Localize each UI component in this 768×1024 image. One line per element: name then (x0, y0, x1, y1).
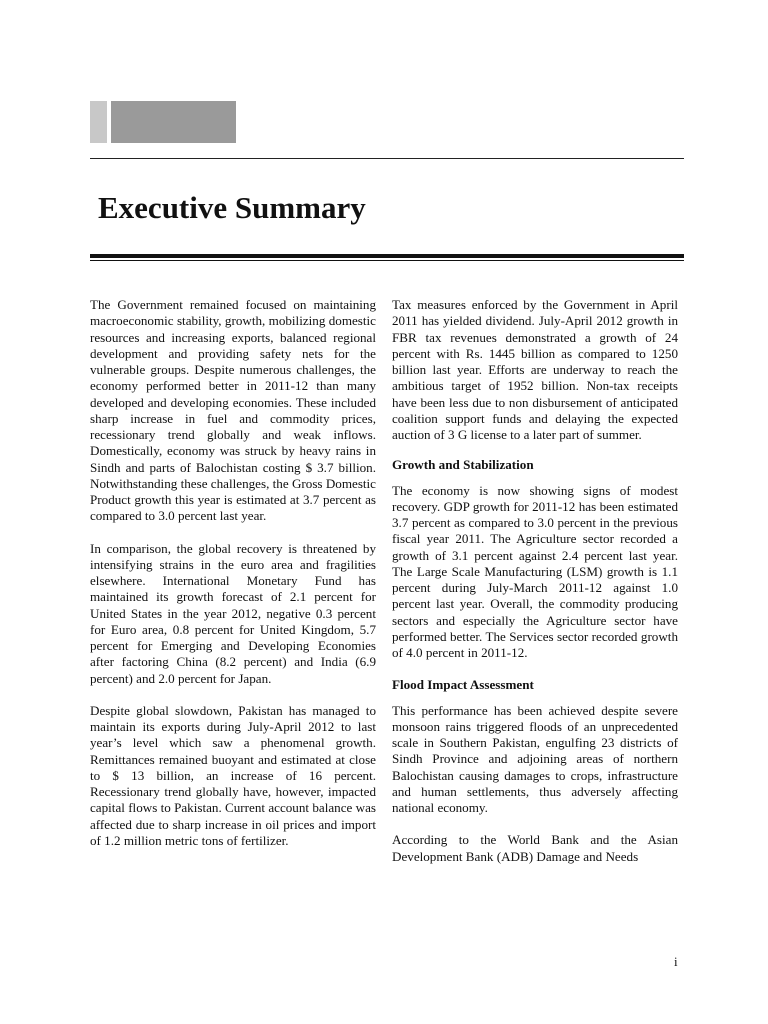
page-title: Executive Summary (98, 190, 366, 225)
header-accent-block-light (90, 101, 107, 143)
right-column (392, 297, 678, 881)
paragraph-flood: This performance has been achieved despite severe monsoon rains triggered floods of an unprecedented scale in Southern Pakistan, engulfing 23 districts of Sindh Province and adjoining areas of northern Balochistan causing damages to crops, infrastructure and human settlements, thus adversely affecting national economy. (392, 702, 678, 815)
page-number: i (674, 954, 678, 969)
paragraph-tax-measures: Tax measures enforced by the Government in April 2011 has yielded dividend. July-April 2012 growth in FBR tax revenues demonstrated a growth of 24 percent with Rs. 1445 billion as compared to 1250 billion last year. Efforts are underway to reach the ambitious target of 1952 billion. Non-tax receipts have been less due to non disbursement of anticipated coalition support funds and delaying the expected auction of 3 G license to a later part of summer. (392, 297, 678, 442)
paragraph-world-bank: According to the World Bank and the Asian Development Bank (ADB) Damage and Needs (392, 832, 678, 864)
title-underline-thin (90, 260, 684, 261)
title-underline-thick (90, 254, 684, 258)
header-accent-block-dark (111, 101, 236, 143)
heading-flood-impact: Flood Impact Assessment (392, 677, 534, 693)
paragraph-global-recovery: In comparison, the global recovery is threatened by intensifying strains in the euro area and fragilities elsewhere. International Monetary Fund has maintained its growth forecast of 2.1 percent for United States in the year 2012, negative 0.3 percent for Euro area, 0.8 percent for United Kingdom, 5.7 percent for Emerging and Developing Economies after factoring China (8.2 percent) and India (6.9 percent) and 2.0 percent for Japan. (90, 540, 376, 686)
paragraph-exports-remittances: Despite global slowdown, Pakistan has managed to maintain its exports during July-April 2012 to last year’s level which saw a phenomenal growth. Remittances remained buoyant and estimated at close to $ 13 billion, an increase of 16 percent. Recessionary trend globally have, however, impacted capital flows to Pakistan. Current account balance was affected due to sharp increase in oil prices and import of 1.2 million metric tons of fertilizer. (90, 702, 376, 848)
header-divider (90, 158, 684, 159)
heading-growth-stabilization: Growth and Stabilization (392, 457, 534, 473)
left-column (90, 297, 376, 865)
paragraph-government-focus: The Government remained focused on maintaining macroeconomic stability, growth, mobilizing domestic resources and increasing exports, balanced regional development and providing safety nets for the vulnerable groups. Despite numerous challenges, the economy performed better in 2011-12 than many developed and developing economies. These included sharp increase in fuel and commodity prices, recessionary trend globally and weak inflows. Domestically, economy was struck by heavy rains in Sindh and parts of Balochistan costing $ 3.7 billion. Notwithstanding these challenges, the Gross Domestic Product growth this year is estimated at 3.7 percent as compared to 3.0 percent last year. (90, 297, 376, 524)
paragraph-growth: The economy is now showing signs of modest recovery. GDP growth for 2011-12 has been estimated 3.7 percent as compared to 3.0 percent in the previous fiscal year 2011. The Agriculture sector recorded a growth of 3.1 percent against 2.4 percent last year. The Large Scale Manufacturing (LSM) growth is 1.1 percent during July-March 2011-12 against 1.0 percent last year. Overall, the commodity producing sectors and especially the Agriculture sector have performed better. The Services sector recorded growth of 4.0 percent in 2011-12. (392, 482, 678, 660)
